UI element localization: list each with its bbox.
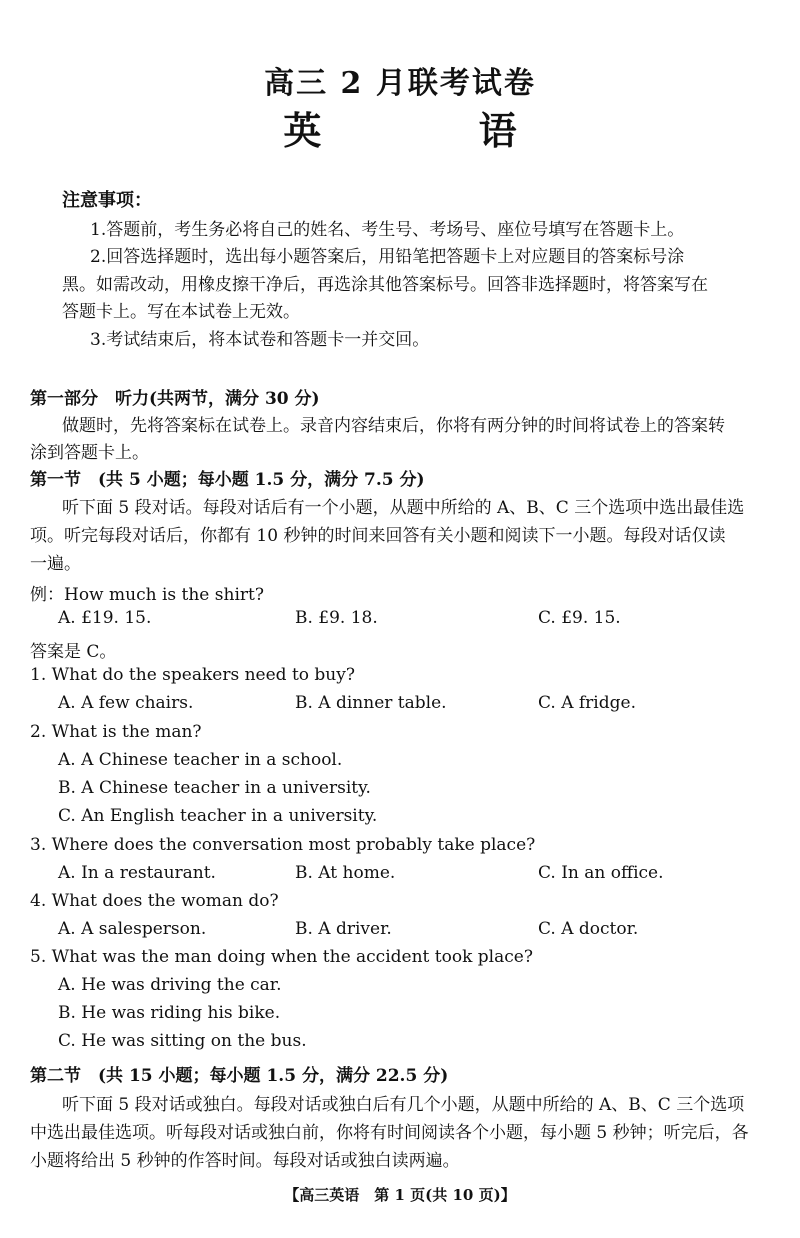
section1-intro-cont: 一遍。	[30, 554, 81, 574]
section2-intro-cont: 小题将给出 5 秒钟的作答时间。每段对话或独白读两遍。	[30, 1151, 460, 1171]
q4-option-a: A. A salesperson.	[58, 919, 207, 939]
notice-item-3: 3.考试结束后，将本试卷和答题卡一并交回。	[90, 330, 430, 350]
section2-intro-cont: 中选出最佳选项。听每段对话或独白前，你将有时间阅读各个小题，每小题 5 秒钟；听完后，各	[30, 1123, 749, 1143]
section1-heading: 第一节 (共 5 小题；每小题 1.5 分，满分 7.5 分)	[30, 470, 425, 490]
question-2: 2. What is the man?	[30, 722, 202, 742]
q1-option-b: B. A dinner table.	[295, 693, 447, 713]
part1-heading: 第一部分 听力(共两节，满分 30 分)	[30, 389, 320, 409]
part1-intro-cont: 涂到答题卡上。	[30, 443, 149, 463]
q4-option-c: C. A doctor.	[538, 919, 639, 939]
part1-intro: 做题时，先将答案标在试卷上。录音内容结束后，你将有两分钟的时间将试卷上的答案转	[62, 416, 725, 436]
q2-option-b: B. A Chinese teacher in a university.	[58, 778, 371, 798]
example-question: 例：How much is the shirt?	[30, 585, 264, 605]
q3-option-a: A. In a restaurant.	[58, 863, 216, 883]
notice-item-2-cont: 答题卡上。写在本试卷上无效。	[62, 302, 300, 322]
example-option-b: B. £9. 18.	[295, 608, 378, 628]
notice-item-1: 1.答题前，考生务必将自己的姓名、考生号、考场号、座位号填写在答题卡上。	[90, 220, 685, 240]
question-5: 5. What was the man doing when the accident took place?	[30, 947, 533, 967]
question-4: 4. What does the woman do?	[30, 891, 279, 911]
q2-option-c: C. An English teacher in a university.	[58, 806, 378, 826]
q5-option-b: B. He was riding his bike.	[58, 1003, 281, 1023]
q1-option-a: A. A few chairs.	[58, 693, 194, 713]
exam-title: 高三 2 月联考试卷	[264, 66, 536, 101]
q3-option-b: B. At home.	[295, 863, 396, 883]
page-footer: 【高三英语 第 1 页(共 10 页)】	[284, 1186, 516, 1204]
notice-item-2: 2.回答选择题时，选出每小题答案后，用铅笔把答题卡上对应题目的答案标号涂	[90, 247, 685, 267]
notice-heading: 注意事项：	[62, 190, 152, 211]
section2-intro: 听下面 5 段对话或独白。每段对话或独白后有几个小题，从题中所给的 A、B、C 三个选项	[62, 1095, 745, 1115]
q4-option-b: B. A driver.	[295, 919, 392, 939]
question-3: 3. Where does the conversation most probably take place?	[30, 835, 536, 855]
section1-intro: 听下面 5 段对话。每段对话后有一个小题，从题中所给的 A、B、C 三个选项中选出最佳选	[62, 498, 745, 518]
question-1: 1. What do the speakers need to buy?	[30, 665, 355, 685]
q3-option-c: C. In an office.	[538, 863, 664, 883]
example-option-c: C. £9. 15.	[538, 608, 621, 628]
q2-option-a: A. A Chinese teacher in a school.	[58, 750, 343, 770]
q1-option-c: C. A fridge.	[538, 693, 636, 713]
example-answer: 答案是 C。	[30, 642, 117, 662]
section2-heading: 第二节 (共 15 小题；每小题 1.5 分，满分 22.5 分)	[30, 1066, 449, 1086]
notice-item-2-cont: 黑。如需改动，用橡皮擦干净后，再选涂其他答案标号。回答非选择题时，将答案写在	[62, 275, 708, 295]
subject-title: 英 语	[283, 108, 589, 153]
q5-option-c: C. He was sitting on the bus.	[58, 1031, 307, 1051]
example-option-a: A. £19. 15.	[58, 608, 152, 628]
section1-intro-cont: 项。听完每段对话后，你都有 10 秒钟的时间来回答有关小题和阅读下一小题。每段对话仅读	[30, 526, 726, 546]
q5-option-a: A. He was driving the car.	[58, 975, 282, 995]
